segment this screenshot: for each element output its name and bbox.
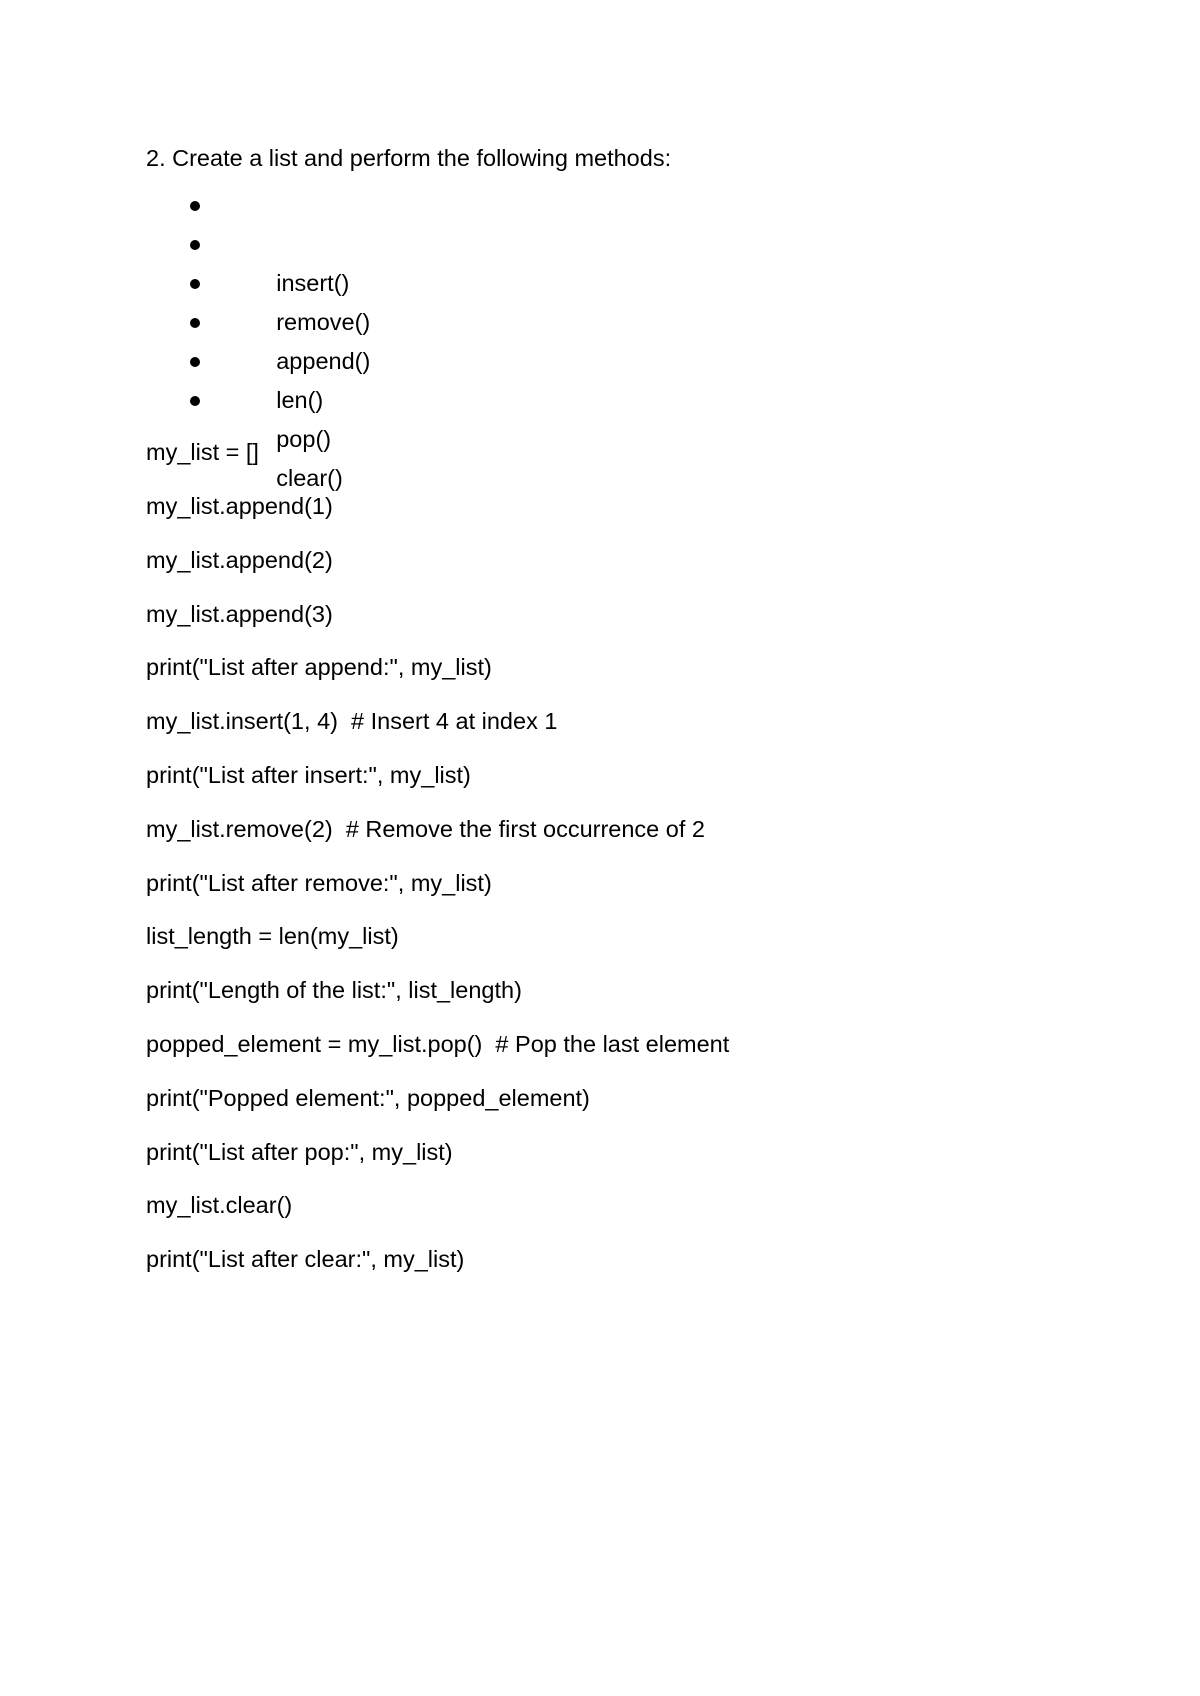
code-line: print("List after remove:", my_list) [146, 869, 492, 896]
code-line: my_list = [] [146, 439, 259, 466]
code-line: print("Length of the list:", list_length) [146, 977, 522, 1004]
code-line: list_length = len(my_list) [146, 923, 399, 950]
document-content [146, 144, 1106, 1299]
method-label-remove: remove() [276, 309, 371, 336]
method-label-insert: insert() [276, 270, 350, 297]
code-line: my_list.append(3) [146, 600, 333, 627]
code-line: my_list.append(1) [146, 492, 333, 519]
bullet-icon [190, 357, 200, 367]
code-line: my_list.clear() [146, 1192, 293, 1219]
code-line: my_list.insert(1, 4) # Insert 4 at index 1 [146, 708, 558, 735]
code-line: my_list.append(2) [146, 546, 333, 573]
list-item [146, 186, 1106, 297]
bullet-icon [190, 201, 200, 211]
method-label-pop: pop() [276, 426, 332, 453]
method-label-clear: clear() [276, 465, 343, 492]
code-line: popped_element = my_list.pop() # Pop the last element [146, 1030, 730, 1057]
bullet-icon [190, 396, 200, 406]
bullet-icon [190, 279, 200, 289]
code-block [146, 438, 1106, 1299]
code-line: my_list.remove(2) # Remove the first occurrence of 2 [146, 815, 705, 842]
code-line: print("List after append:", my_list) [146, 654, 492, 681]
method-label-append: append() [276, 348, 371, 375]
code-line: print("List after clear:", my_list) [146, 1246, 465, 1273]
code-line: print("List after insert:", my_list) [146, 761, 471, 788]
method-label-len: len() [276, 387, 324, 414]
question-heading: 2. Create a list and perform the following methods: [146, 145, 672, 171]
bullet-icon [190, 240, 200, 250]
code-line: print("Popped element:", popped_element) [146, 1084, 590, 1111]
bullet-icon [190, 318, 200, 328]
code-line: print("List after pop:", my_list) [146, 1138, 453, 1165]
